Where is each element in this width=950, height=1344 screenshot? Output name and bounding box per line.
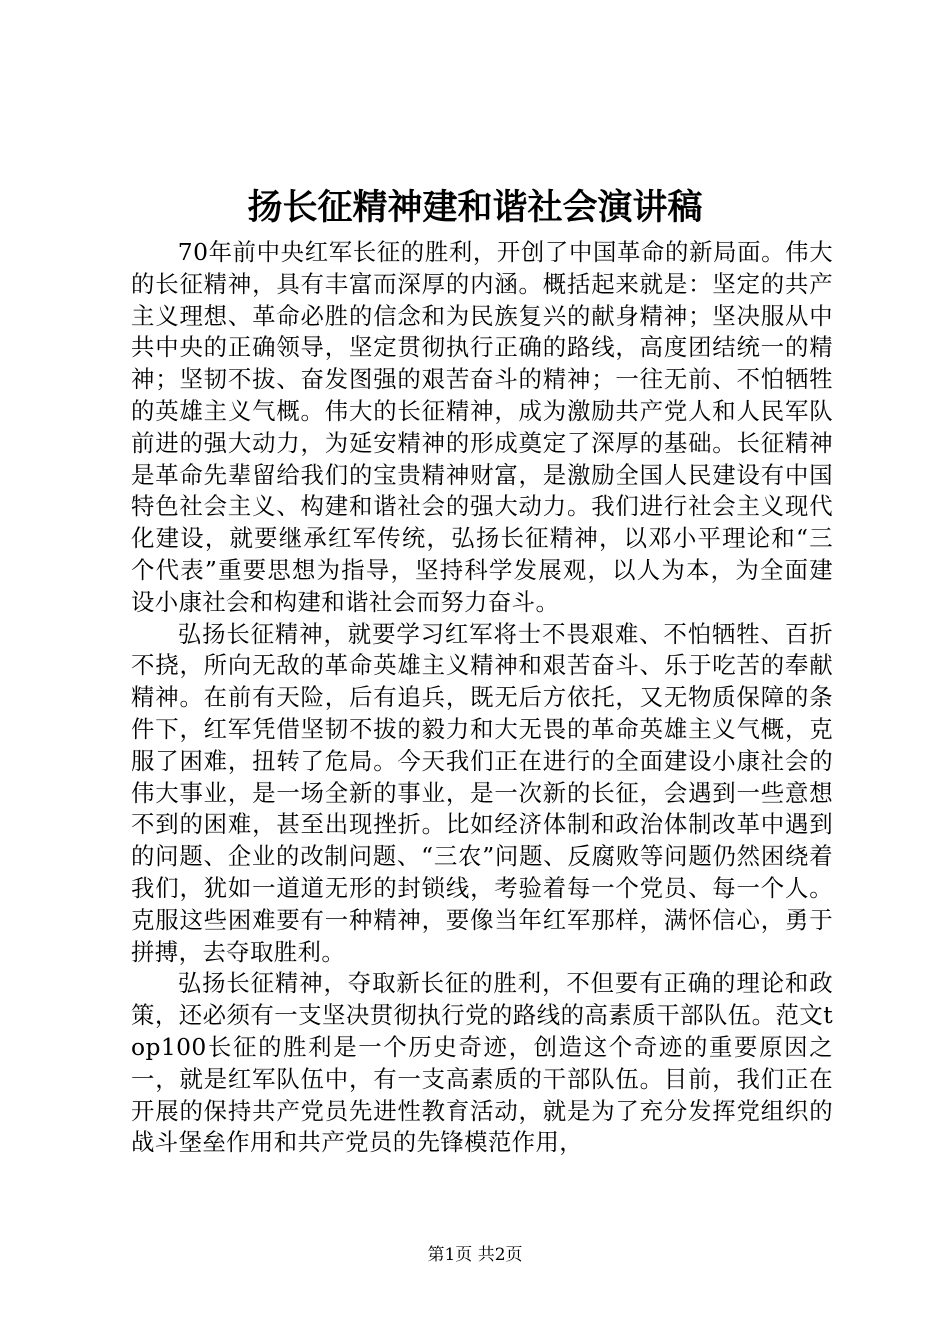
document-body bbox=[131, 237, 833, 1159]
paragraph-3: 弘扬长征精神，夺取新长征的胜利，不但要有正确的理论和政策，还必须有一支坚决贯彻执行党的路线的高素质干部队伍。范文top100长征的胜利是一个历史奇迹，创造这个奇迹的重要原因之一，就是红军队伍中，有一支高素质的干部队伍。目前，我们正在开展的保持共产党员先进性教育活动，就是为了充分发挥党组织的战斗堡垒作用和共产党员的先锋模范作用， bbox=[131, 969, 833, 1157]
paragraph-1: 70年前中央红军长征的胜利，开创了中国革命的新局面。伟大的长征精神，具有丰富而深厚的内涵。概括起来就是：坚定的共产主义理想、革命必胜的信念和为民族复兴的献身精神；坚决服从中共中央的正确领导，坚定贯彻执行正确的路线，高度团结统一的精神；坚韧不拔、奋发图强的艰苦奋斗的精神；一往无前、不怕牺牲的英雄主义气概。伟大的长征精神，成为激励共产党人和人民军队前进的强大动力，为延安精神的形成奠定了深厚的基础。长征精神是革命先辈留给我们的宝贵精神财富，是激励全国人民建设有中国特色社会主义、构建和谐社会的强大动力。我们进行社会主义现代化建设，就要继承红军传统，弘扬长征精神，以邓小平理论和“三个代表”重要思想为指导，坚持科学发展观，以人为本，为全面建设小康社会和构建和谐社会而努力奋斗。 bbox=[131, 238, 833, 616]
paragraph-2: 弘扬长征精神，就要学习红军将士不畏艰难、不怕牺牲、百折不挠，所向无敌的革命英雄主义精神和艰苦奋斗、乐于吃苦的奉献精神。在前有天险，后有追兵，既无后方依托，又无物质保障的条件下，红军凭借坚韧不拔的毅力和大无畏的革命英雄主义气概，克服了困难，扭转了危局。今天我们正在进行的全面建设小康社会的伟大事业，是一场全新的事业，是一次新的长征，会遇到一些意想不到的困难，甚至出现挫折。比如经济体制和政治体制改革中遇到的问题、企业的改制问题、“三农”问题、反腐败等问题仍然困绕着我们，犹如一道道无形的封锁线，考验着每一个党员、每一个人。克服这些困难要有一种精神，要像当年红军那样，满怀信心，勇于拼搏，去夺取胜利。 bbox=[131, 619, 833, 966]
page-footer: 第1页 共2页 bbox=[427, 1245, 523, 1265]
document-title: 扬长征精神建和谐社会演讲稿 bbox=[247, 187, 703, 228]
